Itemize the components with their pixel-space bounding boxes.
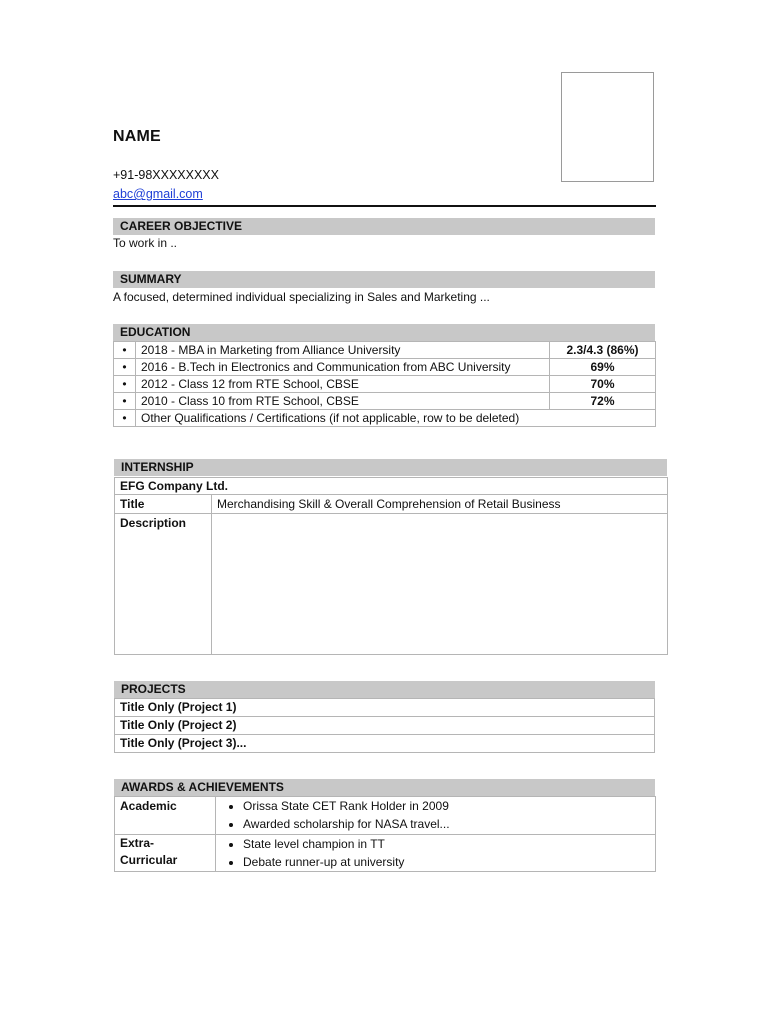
table-row — [115, 797, 656, 835]
table-row — [114, 342, 656, 359]
education-score: 72% — [550, 393, 656, 410]
internship-description-value — [212, 514, 668, 655]
awards-academic-cell — [216, 797, 656, 835]
education-entry: 2016 - B.Tech in Electronics and Communication from ABC University — [136, 359, 550, 376]
education-score: 2.3/4.3 (86%) — [550, 342, 656, 359]
awards-academic-list — [221, 797, 650, 833]
internship-heading: INTERNSHIP — [114, 459, 667, 476]
internship-description-label: Description — [115, 514, 212, 655]
projects-heading: PROJECTS — [114, 681, 655, 698]
table-row — [115, 495, 668, 514]
list-item: • Awarded scholarship for NASA travel... — [243, 815, 650, 833]
career-objective-heading: CAREER OBJECTIVE — [113, 218, 655, 235]
summary-heading: SUMMARY — [113, 271, 655, 288]
education-heading: EDUCATION — [113, 324, 655, 341]
bullet: • — [114, 342, 136, 359]
awards-academic-label: Academic — [115, 797, 216, 835]
awards-extra-label-line2: Curricular — [120, 853, 178, 867]
table-row — [115, 717, 655, 735]
education-score: 69% — [550, 359, 656, 376]
table-row — [115, 835, 656, 872]
bullet: • — [114, 359, 136, 376]
internship-title-label: Title — [115, 495, 212, 514]
project-item: Title Only (Project 3)... — [115, 735, 655, 753]
list-item: • State level champion in TT — [243, 835, 650, 853]
header-divider — [113, 205, 656, 207]
summary-text: A focused, determined individual specializing in Sales and Marketing ... — [113, 290, 490, 304]
projects-table — [114, 698, 655, 753]
education-entry: 2010 - Class 10 from RTE School, CBSE — [136, 393, 550, 410]
table-row — [114, 359, 656, 376]
internship-company: EFG Company Ltd. — [115, 478, 668, 495]
table-row — [114, 376, 656, 393]
awards-extra-list — [221, 835, 650, 871]
internship-table — [114, 477, 668, 655]
list-item: • Debate runner-up at university — [243, 853, 650, 871]
awards-extra-cell — [216, 835, 656, 872]
internship-title-value: Merchandising Skill & Overall Comprehension of Retail Business — [212, 495, 668, 514]
awards-table — [114, 796, 656, 872]
bullet: • — [114, 393, 136, 410]
awards-heading: AWARDS & ACHIEVEMENTS — [114, 779, 655, 796]
photo-placeholder — [561, 72, 654, 182]
table-row — [114, 393, 656, 410]
awards-extra-label-line1: Extra- — [120, 836, 155, 850]
table-row — [114, 410, 656, 427]
project-item: Title Only (Project 1) — [115, 699, 655, 717]
awards-extra-label — [115, 835, 216, 872]
project-item: Title Only (Project 2) — [115, 717, 655, 735]
career-objective-text: To work in .. — [113, 236, 178, 250]
education-entry: 2018 - MBA in Marketing from Alliance University — [136, 342, 550, 359]
phone-number: +91-98XXXXXXXX — [113, 168, 219, 182]
table-row — [115, 699, 655, 717]
table-row — [115, 478, 668, 495]
education-table — [113, 341, 656, 427]
education-score: 70% — [550, 376, 656, 393]
email-link[interactable]: abc@gmail.com — [113, 187, 203, 201]
education-entry: Other Qualifications / Certifications (if not applicable, row to be deleted) — [136, 410, 656, 427]
education-entry: 2012 - Class 12 from RTE School, CBSE — [136, 376, 550, 393]
list-item: • Orissa State CET Rank Holder in 2009 — [243, 797, 650, 815]
candidate-name: NAME — [113, 128, 161, 145]
bullet: • — [114, 376, 136, 393]
table-row — [115, 514, 668, 655]
table-row — [115, 735, 655, 753]
bullet: • — [114, 410, 136, 427]
